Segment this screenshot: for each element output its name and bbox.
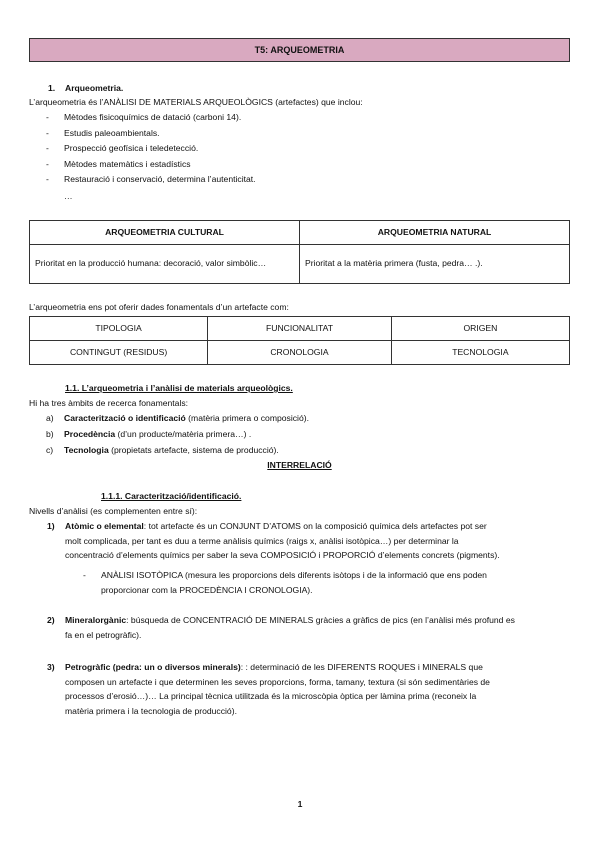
level-2-text bbox=[65, 615, 570, 644]
list-item: - Prospecció geofísica i teledetecció. bbox=[29, 143, 569, 159]
section-1-1-intro: Hi ha tres àmbits de recerca fonamentals: bbox=[29, 398, 189, 408]
section-1-1-heading: 1.1. L’arqueometria i l’anàlisi de materials arqueològics. bbox=[65, 383, 293, 393]
list-item: - Restauració i conservació, determina l’autenticitat. bbox=[29, 174, 569, 190]
level-3-line: : : determinació de les DIFERENTS ROQUES i MINERALS que bbox=[240, 662, 483, 672]
level-2-label: Mineralorgànic bbox=[65, 615, 127, 625]
isotopic-analysis bbox=[101, 570, 570, 599]
research-area-label: Caracterització o identificació bbox=[64, 413, 186, 423]
level-1-marker: 1) bbox=[47, 521, 55, 531]
research-area-c bbox=[29, 445, 279, 456]
level-1-label: Atòmic o elemental bbox=[65, 521, 144, 531]
artefact-data-table bbox=[29, 316, 570, 365]
list-marker: c) bbox=[46, 445, 54, 455]
table-cell: CONTINGUT (RESIDUS) bbox=[30, 341, 208, 365]
table-cell: TECNOLOGIA bbox=[391, 341, 569, 365]
interrelation-label: INTERRELACIÓ bbox=[267, 460, 332, 470]
data-intro: L’arqueometria ens pot oferir dades fonamentals d’un artefacte com: bbox=[29, 302, 289, 312]
research-area-detail: (propietats artefacte, sistema de producció). bbox=[108, 445, 279, 455]
level-1-line: molt complicada, per tant es duu a terme anàlisis químics (raigs x, anàlisi isotòpica…) per determinar la bbox=[65, 535, 459, 546]
level-3-line: matèria primera i la tecnologia de producció). bbox=[65, 705, 237, 716]
list-marker: a) bbox=[46, 413, 54, 423]
level-1-line: concentració d’elements químics per saber la seva COMPOSICIÓ i PROPORCIÓ d’elements concrets (pigments). bbox=[65, 550, 500, 560]
level-2-marker: 2) bbox=[47, 615, 55, 625]
level-3-line: processos d’erosió…)… La principal tècnica utilitzada és la microscòpia òptica per làmina prima (reconeix la bbox=[65, 691, 477, 701]
table-cell: CRONOLOGIA bbox=[208, 341, 392, 365]
list-item: - Mètodes fisicoquímics de datació (carboni 14). bbox=[29, 112, 569, 128]
level-3-label: Petrogràfic (pedra: un o diversos minerals) bbox=[65, 662, 241, 672]
level-1-text bbox=[65, 521, 570, 565]
sub-dash: - bbox=[83, 570, 86, 580]
section-1-1-1-heading: 1.1.1. Caracterització/identificació. bbox=[101, 491, 242, 501]
list-item: - Mètodes matemàtics i estadístics bbox=[29, 159, 569, 175]
level-2-line: : búsqueda de CONCENTRACIÓ DE MINERALS gràcies a gràfics de pics (en l’anàlisi més profund es bbox=[126, 615, 515, 625]
level-1-line: : tot artefacte és un CONJUNT D’ATOMS on la composició química dels artefactes pot ser bbox=[143, 521, 487, 531]
table-header-natural: ARQUEOMETRIA NATURAL bbox=[300, 221, 570, 245]
section-1-heading: Arqueometria. bbox=[65, 83, 124, 93]
isotopic-line: proporcionar com la PROCEDÈNCIA I CRONOLOGIA). bbox=[101, 584, 313, 595]
section-1-list bbox=[29, 112, 569, 190]
level-3-text bbox=[65, 662, 570, 720]
table-header-cultural: ARQUEOMETRIA CULTURAL bbox=[30, 221, 300, 245]
isotopic-line: ANÀLISI ISOTÒPICA (mesura les proporcions dels diferents isòtops i de la informació que ens poden bbox=[101, 570, 487, 580]
arqueometria-types-table bbox=[29, 220, 570, 284]
table-cell: ORIGEN bbox=[391, 317, 569, 341]
section-1-intro: L’arqueometria és l’ANÀLISI DE MATERIALS ARQUEOLÒGICS (artefactes) que inclou: bbox=[29, 97, 363, 107]
list-ellipsis: … bbox=[64, 191, 73, 201]
section-1-1-1-intro: Nivells d’anàlisi (es complementen entre sí): bbox=[29, 506, 198, 516]
page-number: 1 bbox=[297, 799, 303, 809]
research-area-b bbox=[29, 429, 251, 440]
level-3-marker: 3) bbox=[47, 662, 55, 672]
section-1-number: 1. bbox=[48, 83, 56, 93]
page-title: T5: ARQUEOMETRIA bbox=[29, 38, 570, 62]
list-marker: b) bbox=[46, 429, 54, 439]
level-2-line: fa en el petrogràfic). bbox=[65, 629, 142, 640]
research-area-detail: (d’un producte/matèria primera…) . bbox=[115, 429, 252, 439]
list-item: - Estudis paleoambientals. bbox=[29, 128, 569, 144]
research-area-label: Tecnologia bbox=[64, 445, 109, 455]
research-area-detail: (matèria primera o composició). bbox=[185, 413, 309, 423]
research-area-a bbox=[29, 413, 309, 424]
research-area-label: Procedència bbox=[64, 429, 116, 439]
table-cell: FUNCIONALITAT bbox=[208, 317, 392, 341]
table-cell: TIPOLOGIA bbox=[30, 317, 208, 341]
level-3-line: composen un artefacte i que determinen les seves proporcions, forma, tamany, textura (si són sedimentàries de bbox=[65, 676, 490, 687]
table-cell-natural: Prioritat a la matèria primera (fusta, pedra… .). bbox=[300, 245, 570, 284]
table-cell-cultural: Prioritat en la producció humana: decoració, valor simbòlic… bbox=[30, 245, 300, 284]
